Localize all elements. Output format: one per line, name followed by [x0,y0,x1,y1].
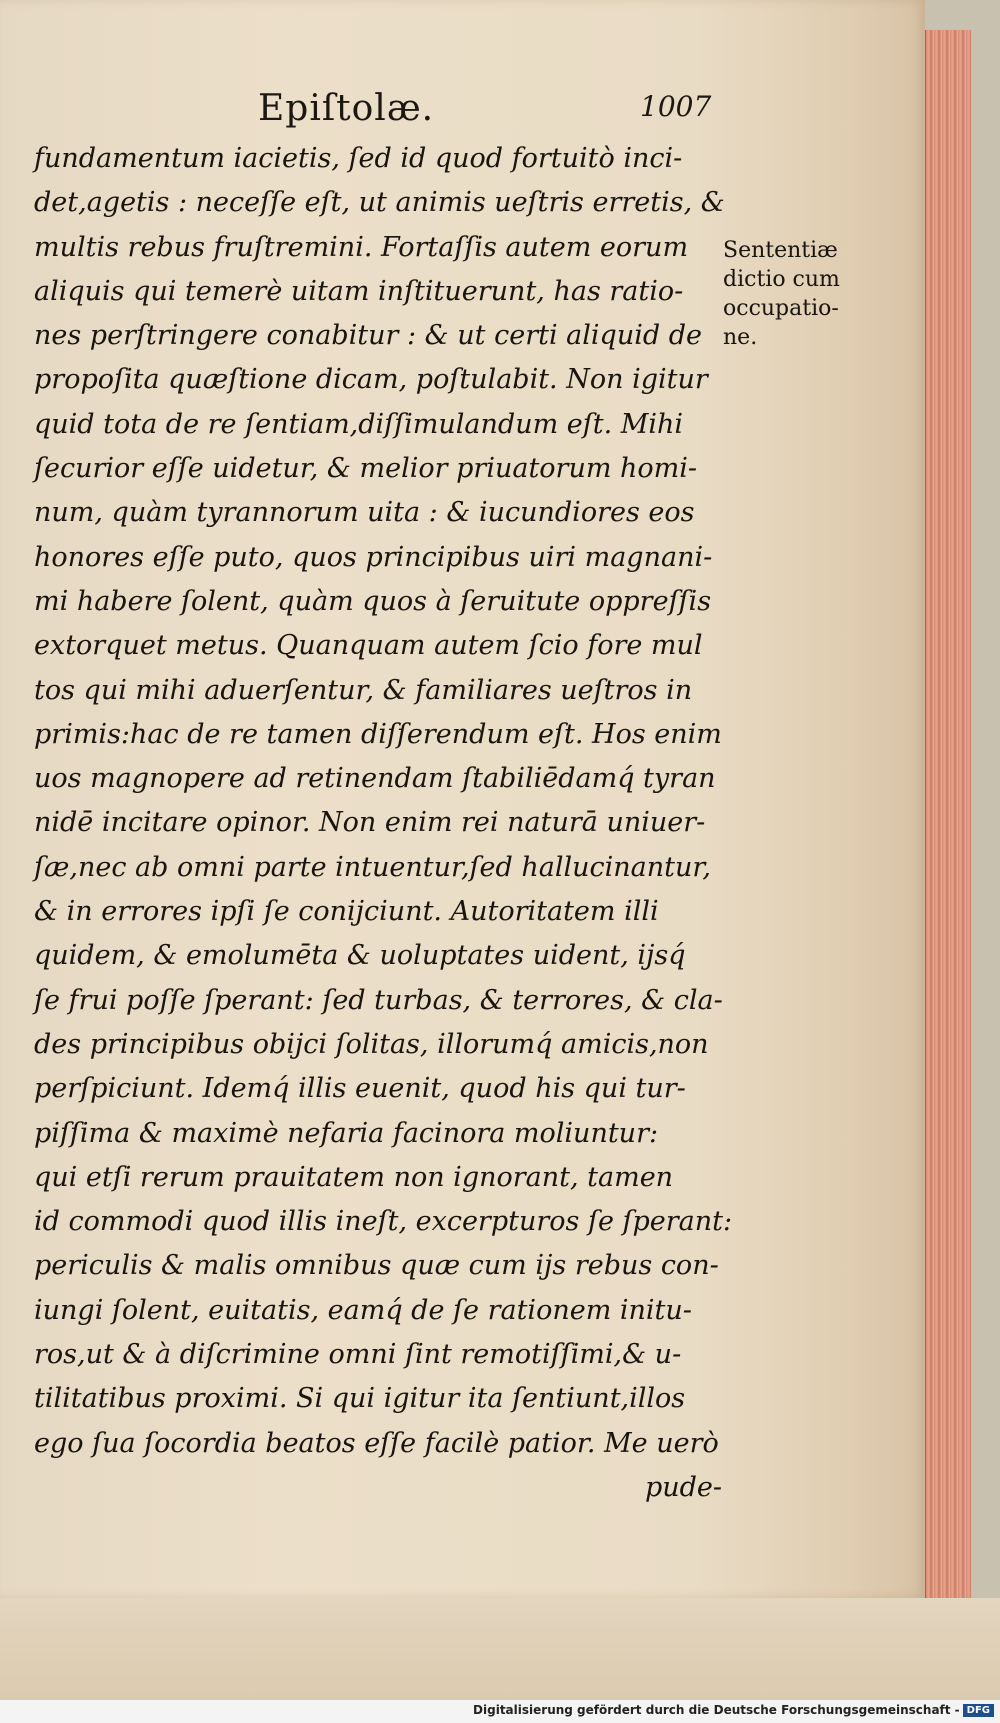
text-line: ego ſua ſocordia beatos eſſe facilè patior. Me uerò [34,1427,719,1459]
running-head [0,82,925,132]
text-line: des principibus obijci ſolitas, illorumq́ amicis,non [34,1028,709,1060]
page-number: 1007 [640,90,712,123]
text-line: nidē incitare opinor. Non enim rei naturā uniuer- [34,807,706,839]
text-line: tilitatibus proximi. Si qui igitur ita ſentiunt,illos [34,1383,686,1415]
text-line: qui etſi rerum prauitatem non ignorant, tamen [34,1161,674,1193]
text-line: id commodi quod illis ineſt, excerpturos ſe ſperant: [34,1206,733,1238]
text-line: ſæ,nec ab omni parte intuentur,ſed hallucinantur, [34,851,711,883]
text-line: piſſima & maximè nefaria facinora moliuntur: [34,1117,659,1149]
text-line: propoſita quæſtione dicam, poſtulabit. Non igitur [34,364,708,396]
page-edges [925,30,971,1605]
text-line: ros,ut & à diſcrimine omni ſint remotiſſimi,& u- [34,1339,682,1371]
marginal-note [723,236,873,352]
text-line: tos qui mihi aduerſentur, & familiares ueſtros in [34,674,693,706]
text-line: periculis & malis omnibus quæ cum ijs rebus con- [34,1250,719,1282]
text-line: uos magnopere ad retinendam ſtabiliēdamq́ tyran [34,763,716,795]
text-line: iungi ſolent, euitatis, eamq́ de ſe rationem initu- [34,1294,692,1326]
text-line: ſecurior eſſe uidetur, & melior priuatorum homi- [34,453,698,485]
text-line: ſe frui poſſe ſperant: ſed turbas, & terrores, & cla- [34,984,723,1016]
text-line: quidem, & emolumēta & uoluptates uident, ijsq́ [34,940,686,972]
dfg-logo: DFG [963,1704,994,1717]
text-line: extorquet metus. Quanquam autem ſcio fore mul [34,630,703,662]
digitization-credit [473,1703,994,1717]
text-line: nes perſtringere conabitur : & ut certi aliquid de [34,320,702,352]
marginal-note-line: ne. [723,325,758,350]
text-line: & in errores ipſi ſe conijciunt. Autoritatem illi [34,896,659,928]
text-line: multis rebus fruſtremini. Fortaſſis autem eorum [34,231,689,263]
text-line: num, quàm tyrannorum uita : & iucundiores eos [34,497,695,529]
running-head-title: Epiſtolæ. [258,88,435,129]
text-line: mi habere ſolent, quàm quos à ſeruitute oppreſſis [34,585,712,617]
text-line: perſpiciunt. Idemq́ illis euenit, quod his qui tur- [34,1073,686,1105]
marginal-note-line: dictio cum [723,267,840,292]
marginal-note-line: Sententiæ [723,238,838,263]
text-line: honores eſſe puto, quos principibus uiri magnani- [34,541,713,573]
text-line: quid tota de re ſentiam,diſſimulandum eſt. Mihi [34,408,684,440]
text-line: primis:hac de re tamen diſſerendum eſt. Hos enim [34,718,722,750]
credit-text: Digitalisierung gefördert durch die Deutsche Forschungsgemeinschaft - [473,1703,960,1717]
text-line: aliquis qui temerè uitam inſtituerunt, has ratio- [34,275,684,307]
catchword: pude- [644,1471,722,1503]
body-text [34,137,733,1510]
text-line: det,agetis : neceſſe eſt, ut animis ueſtris erretis, & [34,187,725,219]
text-line: fundamentum iacietis, ſed id quod fortuitò inci- [34,143,683,174]
marginal-note-line: occupatio- [723,296,839,321]
